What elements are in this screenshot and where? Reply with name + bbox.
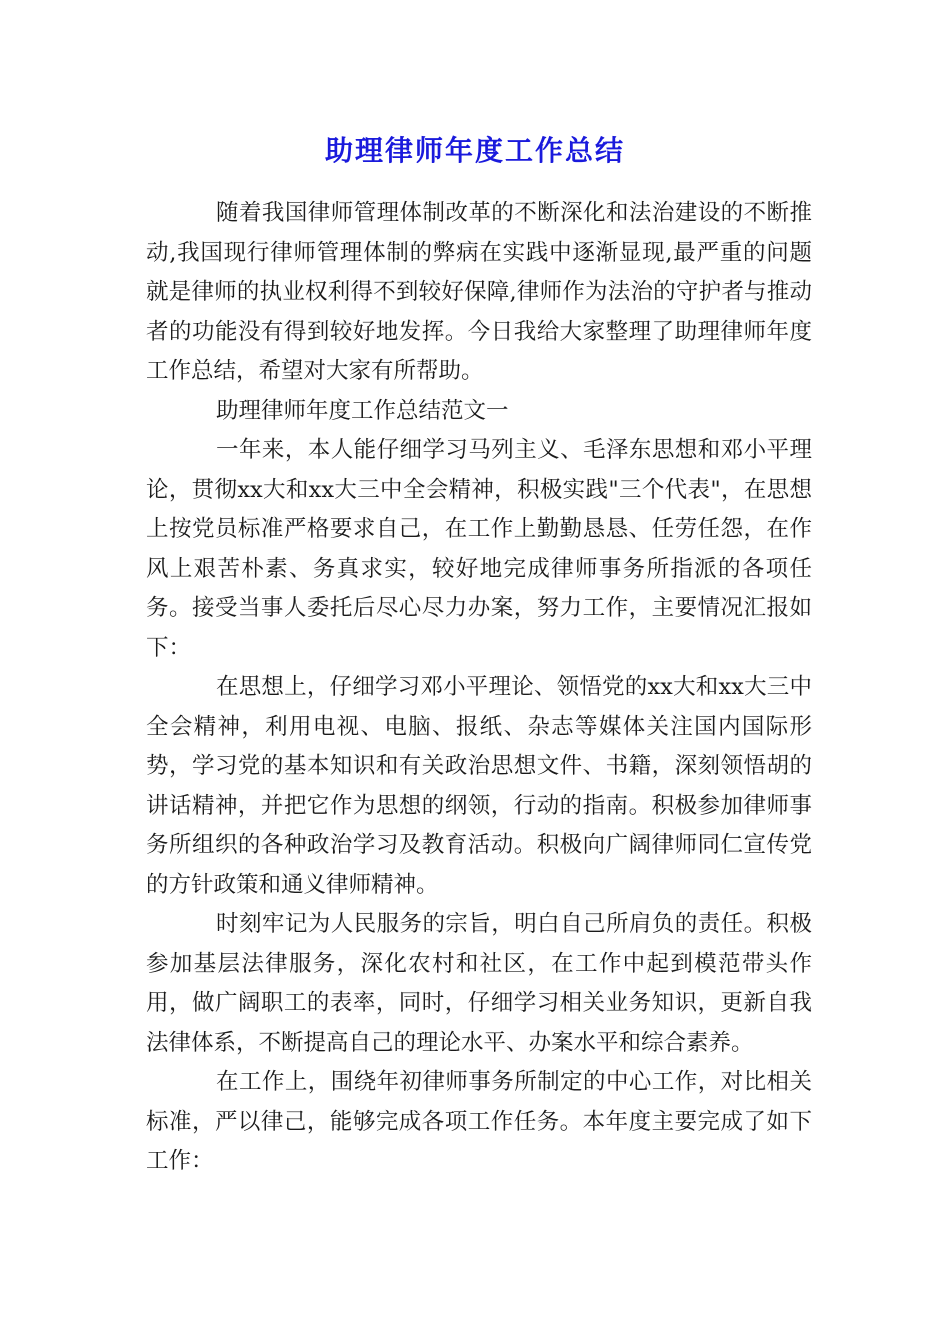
paragraph-intro: 随着我国律师管理体制改革的不断深化和法治建设的不断推动,我国现行律师管理体制的弊病在实践中逐渐显现,最严重的问题就是律师的执业权利得不到较好保障,律师作为法治的守护者与推动者的功能没有得到较好地发挥。今日我给大家整理了助理律师年度工作总结，希望对大家有所帮助。 xyxy=(146,200,812,384)
document-title: 助理律师年度工作总结 xyxy=(324,134,625,167)
paragraph-section-heading: 助理律师年度工作总结范文一 xyxy=(216,397,509,424)
paragraph-service: 时刻牢记为人民服务的宗旨，明白自己所肩负的责任。积极参加基层法律服务，深化农村和社区，在工作中起到模范带头作用，做广阔职工的表率，同时，仔细学习相关业务知识，更新自我法律体系，不断提高自己的理论水平、办案水平和综合素养。 xyxy=(146,911,812,1056)
paragraph-work: 在工作上，围绕年初律师事务所制定的中心工作，对比相关标准，严以律己，能够完成各项工作任务。本年度主要完成了如下工作： xyxy=(146,1069,812,1174)
paragraph-thought: 在思想上，仔细学习邓小平理论、领悟党的xx大和xx大三中全会精神，利用电视、电脑、报纸、杂志等媒体关注国内国际形势，学习党的基本知识和有关政治思想文件、书籍，深刻领悟胡的讲话精神，并把它作为思想的纲领，行动的指南。积极参加律师事务所组织的各种政治学习及教育活动。积极向广阔律师同仁宣传党的方针政策和通义律师精神。 xyxy=(146,674,812,898)
document-body xyxy=(146,194,812,1182)
paragraph-summary: 一年来，本人能仔细学习马列主义、毛泽东思想和邓小平理论，贯彻xx大和xx大三中全会精神，积极实践"三个代表"，在思想上按党员标准严格要求自己，在工作上勤勤恳恳、任劳任怨，在作风上艰苦朴素、务真求实，较好地完成律师事务所指派的各项任务。接受当事人委托后尽心尽力办案，努力工作，主要情况汇报如下： xyxy=(146,437,812,661)
